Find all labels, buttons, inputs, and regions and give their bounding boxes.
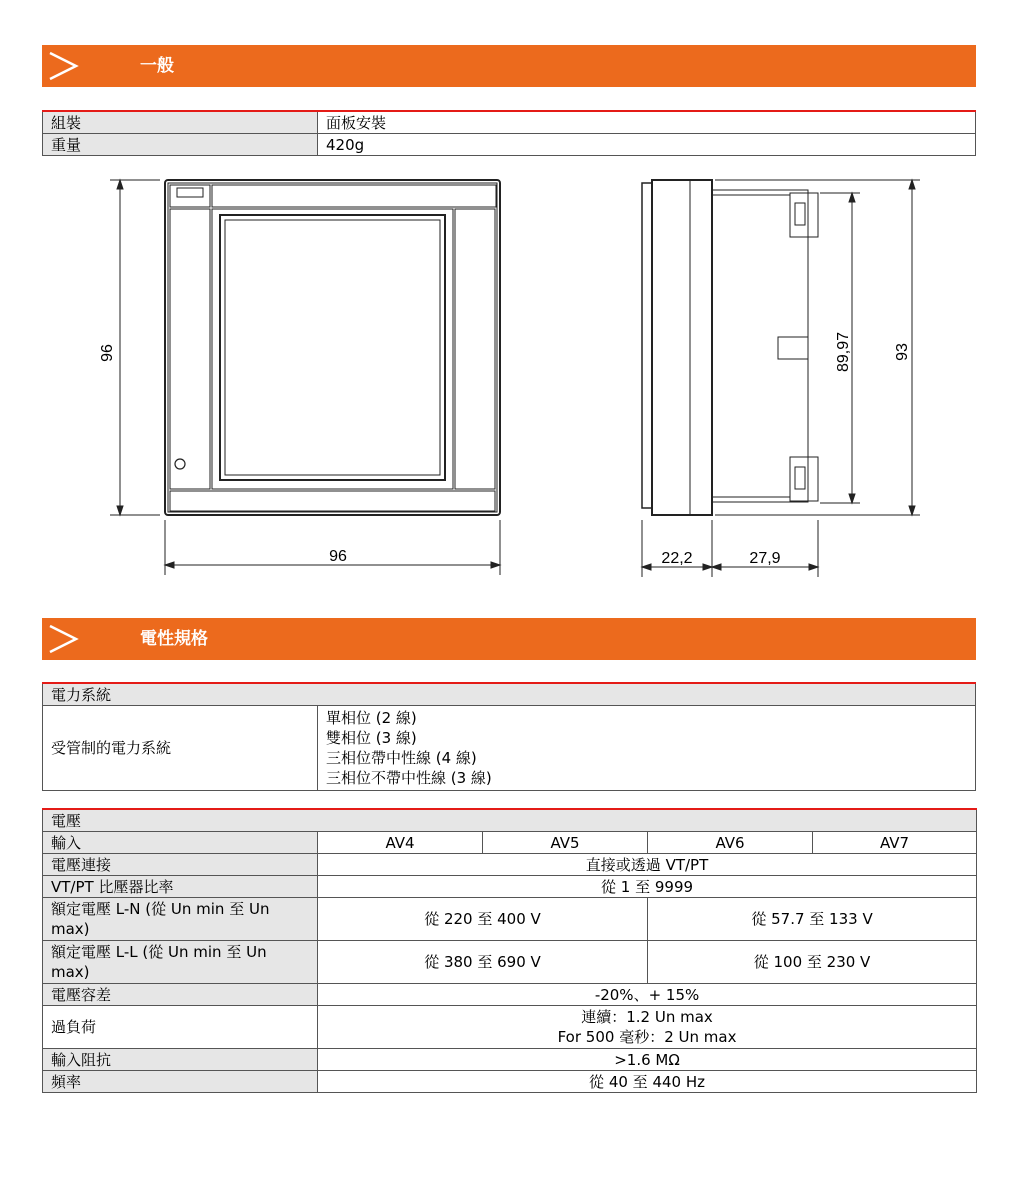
weight-value: 420g — [318, 134, 976, 156]
input-av4: AV4 — [318, 832, 483, 854]
frequency-value: 從 40 至 440 Hz — [318, 1071, 977, 1093]
chevron-right-icon — [42, 618, 102, 660]
input-av5: AV5 — [483, 832, 648, 854]
side-view — [642, 180, 818, 515]
side-depth-front-label: 22,2 — [661, 550, 693, 567]
side-height-outer-label: 93 — [894, 343, 911, 361]
overload-500ms: For 500 毫秒：2 Un max — [557, 1028, 737, 1046]
impedance-value: >1.6 MΩ — [318, 1049, 977, 1071]
side-height-inner-label: 89,97 — [835, 331, 852, 373]
power-system-label: 受管制的電力系統 — [43, 706, 318, 791]
table-row — [43, 1071, 977, 1093]
assembly-label: 組裝 — [43, 111, 318, 134]
ln-value-av4-av5: 從 220 至 400 V — [318, 898, 648, 941]
ll-label: 額定電壓 L-L (從 Un min 至 Un max) — [43, 941, 318, 984]
table-row — [43, 1049, 977, 1071]
overload-values — [318, 1006, 977, 1049]
table-row — [43, 111, 976, 134]
side-depth-back-label: 27,9 — [749, 550, 781, 567]
table-row — [43, 683, 976, 706]
ratio-value: 從 1 至 9999 — [318, 876, 977, 898]
ln-label: 額定電壓 L-N (從 Un min 至 Un max) — [43, 898, 318, 941]
ll-value-av4-av5: 從 380 至 690 V — [318, 941, 648, 984]
table-row — [43, 876, 977, 898]
voltage-table — [42, 808, 977, 1093]
table-row — [43, 134, 976, 156]
ratio-label: VT/PT 比壓器比率 — [43, 876, 318, 898]
input-av6: AV6 — [648, 832, 813, 854]
front-width-label: 96 — [329, 548, 347, 565]
power-system-value: 三相位不帶中性線 (3 線) — [326, 769, 492, 787]
front-view — [165, 180, 500, 515]
section-title: 一般 — [140, 56, 174, 76]
table-row — [43, 832, 977, 854]
input-label: 輸入 — [43, 832, 318, 854]
table-row — [43, 1006, 977, 1049]
overload-label: 過負荷 — [43, 1006, 318, 1049]
connection-value: 直接或透過 VT/PT — [318, 854, 977, 876]
section-header-electrical — [42, 618, 976, 660]
table-row — [43, 898, 977, 941]
ll-value-av6-av7: 從 100 至 230 V — [648, 941, 977, 984]
frequency-label: 頻率 — [43, 1071, 318, 1093]
table-row — [43, 854, 977, 876]
power-system-value: 單相位 (2 線) — [326, 709, 417, 727]
tolerance-label: 電壓容差 — [43, 984, 318, 1006]
power-system-value: 雙相位 (3 線) — [326, 729, 417, 747]
general-table — [42, 110, 976, 156]
tolerance-value: -20%、+ 15% — [318, 984, 977, 1006]
chevron-right-icon — [42, 45, 102, 87]
power-system-table — [42, 682, 976, 791]
input-av7: AV7 — [813, 832, 977, 854]
front-height-label: 96 — [99, 344, 116, 362]
table-row — [43, 941, 977, 984]
impedance-label: 輸入阻抗 — [43, 1049, 318, 1071]
power-system-value: 三相位帶中性線 (4 線) — [326, 749, 477, 767]
power-system-header: 電力系統 — [43, 683, 976, 706]
table-row — [43, 809, 977, 832]
voltage-header: 電壓 — [43, 809, 977, 832]
dimension-drawing — [0, 165, 1024, 585]
section-title: 電性規格 — [140, 629, 208, 649]
section-header-general — [42, 45, 976, 87]
connection-label: 電壓連接 — [43, 854, 318, 876]
weight-label: 重量 — [43, 134, 318, 156]
table-row — [43, 706, 976, 791]
power-system-values — [318, 706, 976, 791]
overload-continuous: 連續：1.2 Un max — [581, 1008, 713, 1026]
table-row — [43, 984, 977, 1006]
ln-value-av6-av7: 從 57.7 至 133 V — [648, 898, 977, 941]
assembly-value: 面板安裝 — [318, 111, 976, 134]
side-dimension-lines — [642, 180, 920, 577]
